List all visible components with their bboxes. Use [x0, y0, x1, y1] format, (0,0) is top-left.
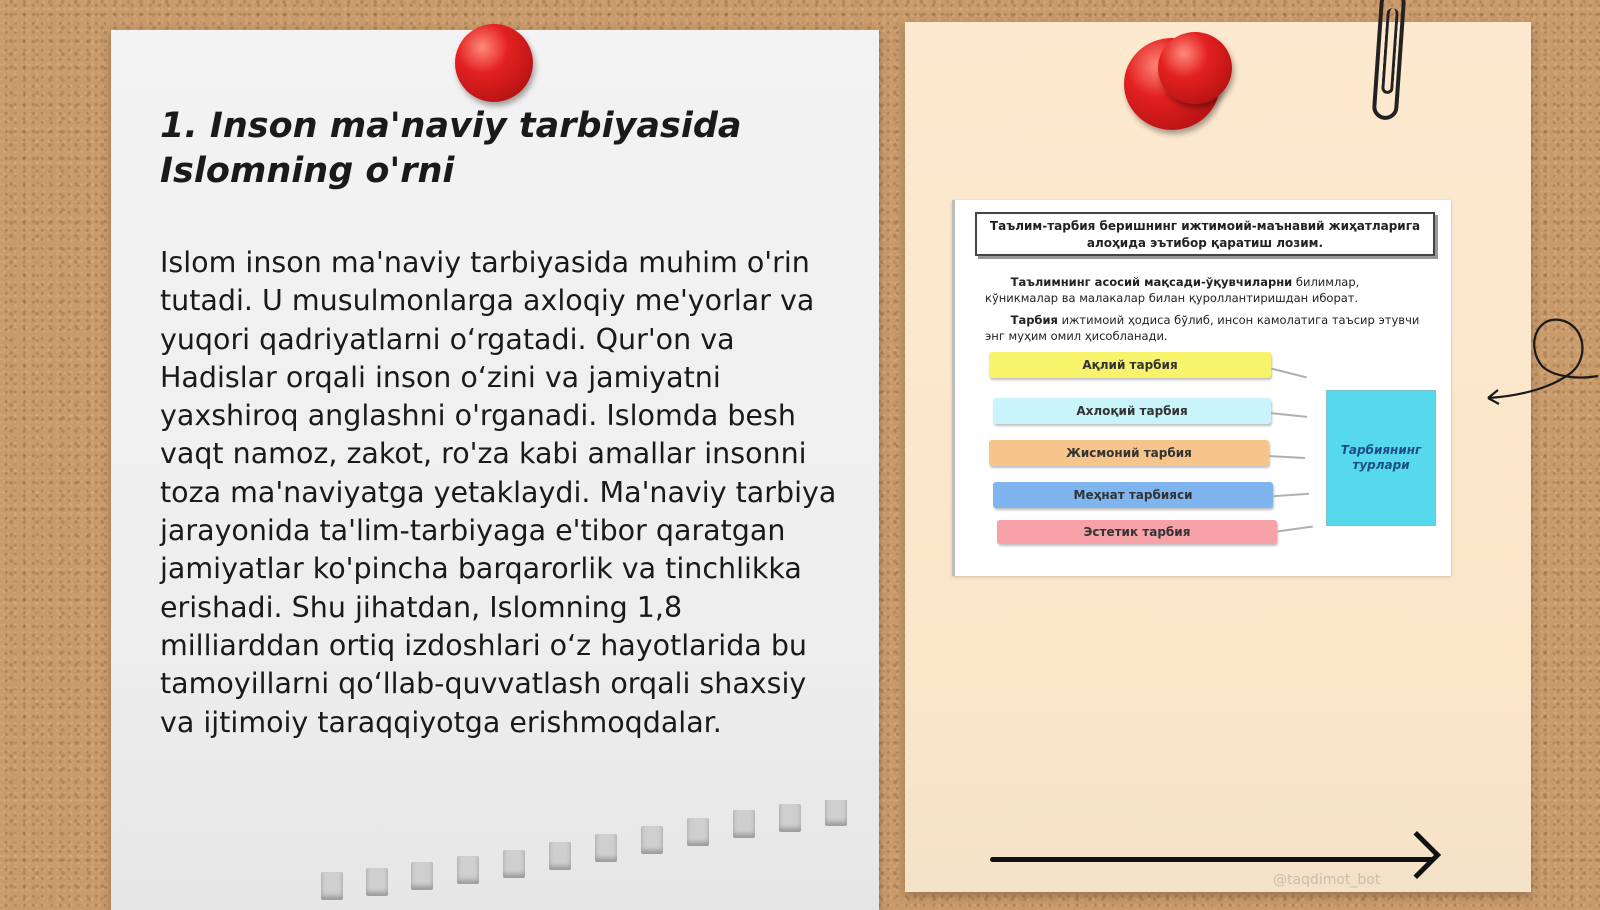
diagram-paragraph-1 — [985, 274, 1425, 306]
diagram-paragraph-2-lead: Тарбия — [1010, 313, 1058, 327]
red-pushpin-icon — [455, 24, 533, 102]
bar-jismoniy-tarbiya: Жисмоний тарбия — [989, 440, 1269, 466]
diagram-heading: Таълим-тарбия беришнинг ижтимоий-маънавий жиҳатларига алоҳида эътибор қаратиш лозим. — [975, 212, 1435, 256]
bar-estetik-tarbiya: Эстетик тарбия — [997, 520, 1277, 544]
diagram-paragraph-2 — [985, 312, 1425, 344]
bar-mehnat-tarbiyasi: Меҳнат тарбияси — [993, 482, 1273, 508]
diagram-paragraph-1-lead: Таълимнинг асосий мақсади-ўқувчиларни — [1010, 275, 1293, 289]
tarbiya-diagram-image — [952, 200, 1451, 576]
torn-edge-tabs — [111, 800, 879, 900]
slide-title: 1. Inson ma'naviy tarbiyasida Islomning o'rni — [160, 106, 742, 191]
watermark: @taqdimot_bot — [1273, 872, 1381, 888]
next-arrow-line — [990, 857, 1435, 862]
red-pushpin-highlight-icon — [1158, 32, 1232, 104]
bar-axloqiy-tarbiya: Ахлоқий тарбия — [993, 398, 1271, 424]
slide-body-text: Islom inson ma'naviy tarbiyasida muhim o'rin tutadi. U musulmonlarga axloqiy me'yorlar va yuqori qadriyatlarni o‘rgatadi. Qur'on va Hadislar orqali inson o‘zini va jamiyatni yaxshiroq anglashni o'rganadi. Islomda besh vaqt namoz, zakot, ro'za kabi amallar insonni toza ma'naviyatga yetaklaydi. Ma'naviy tarbiya jarayonida ta'lim-tarbiyaga e'tibor qaratgan jamiyatlar ko'pincha barqarorlik va tinchlikka erishadi. Shu jihatdan, Islomning 1,8 milliarddan ortiq izdoshlari o‘z hayotlarida bu tamoyillarni qo‘llab-quvvatlash orqali shaxsiy va ijtimoiy taraqqiyotga erishmoqdalar. — [160, 246, 837, 739]
bar-aqliy-tarbiya: Ақлий тарбия — [989, 352, 1271, 378]
diagram-paragraph-2-rest: ижтимоий ҳодиса бўлиб, инсон камолатига таъсир этувчи энг муҳим омил ҳисобланади. — [985, 313, 1420, 343]
diagram-paragraph-1-rest: билимлар, кўникмалар ва малакалар билан қуроллантиришдан иборат. — [985, 275, 1360, 305]
doodle-loop-arrow-icon — [1480, 310, 1600, 410]
tarbiya-turlari-box: Тарбиянинг турлари — [1326, 390, 1436, 526]
